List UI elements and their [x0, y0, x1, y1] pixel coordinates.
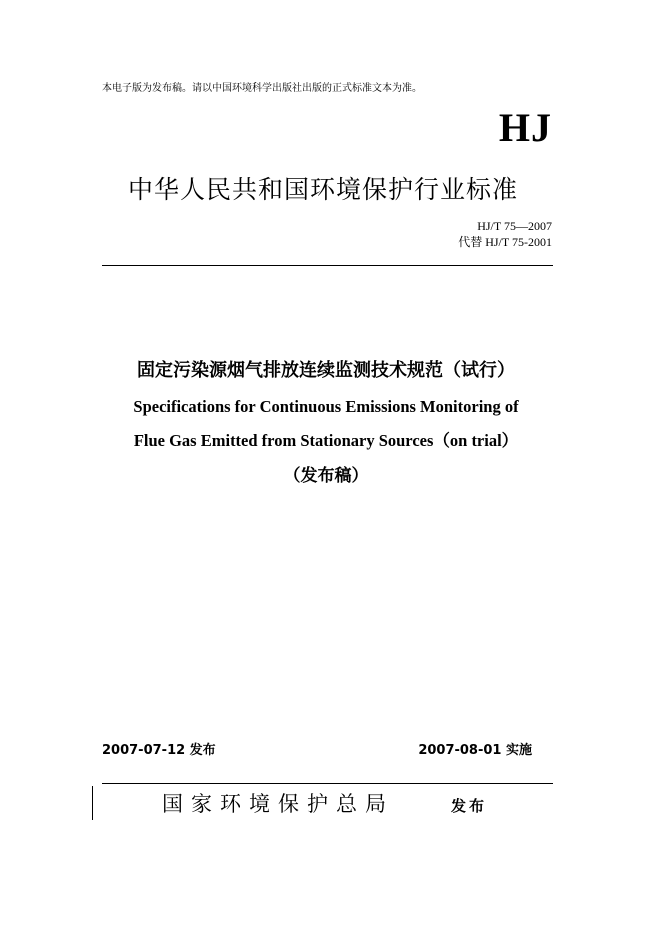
header-divider: [102, 265, 553, 266]
hj-logo: HJ: [498, 105, 552, 150]
standard-category-title: 中华人民共和国环境保护行业标准: [128, 175, 519, 204]
footer-divider: [102, 783, 553, 784]
issuing-authority: 国家环境保护总局: [162, 792, 394, 816]
replaces-standard: 代替 HJ/T 75-2001: [458, 235, 552, 249]
effective-date: 2007-08-01 实施: [418, 743, 532, 758]
document-title-zh: 固定污染源烟气排放连续监测技术规范（试行）: [137, 360, 515, 381]
issue-date: 2007-07-12 发布: [102, 743, 216, 758]
document-title-en-line1: Specifications for Continuous Emissions Monitoring of: [133, 397, 519, 416]
draft-note: （发布稿）: [283, 466, 369, 486]
margin-line: [92, 786, 93, 820]
standard-number: HJ/T 75—2007: [477, 219, 552, 233]
electronic-version-notice: 本电子版为发布稿。请以中国环境科学出版社出版的正式标准文本为准。: [102, 83, 422, 94]
issuing-authority-suffix: 发布: [451, 797, 488, 815]
document-title-en-line2: Flue Gas Emitted from Stationary Sources（on trial）: [133, 431, 519, 450]
